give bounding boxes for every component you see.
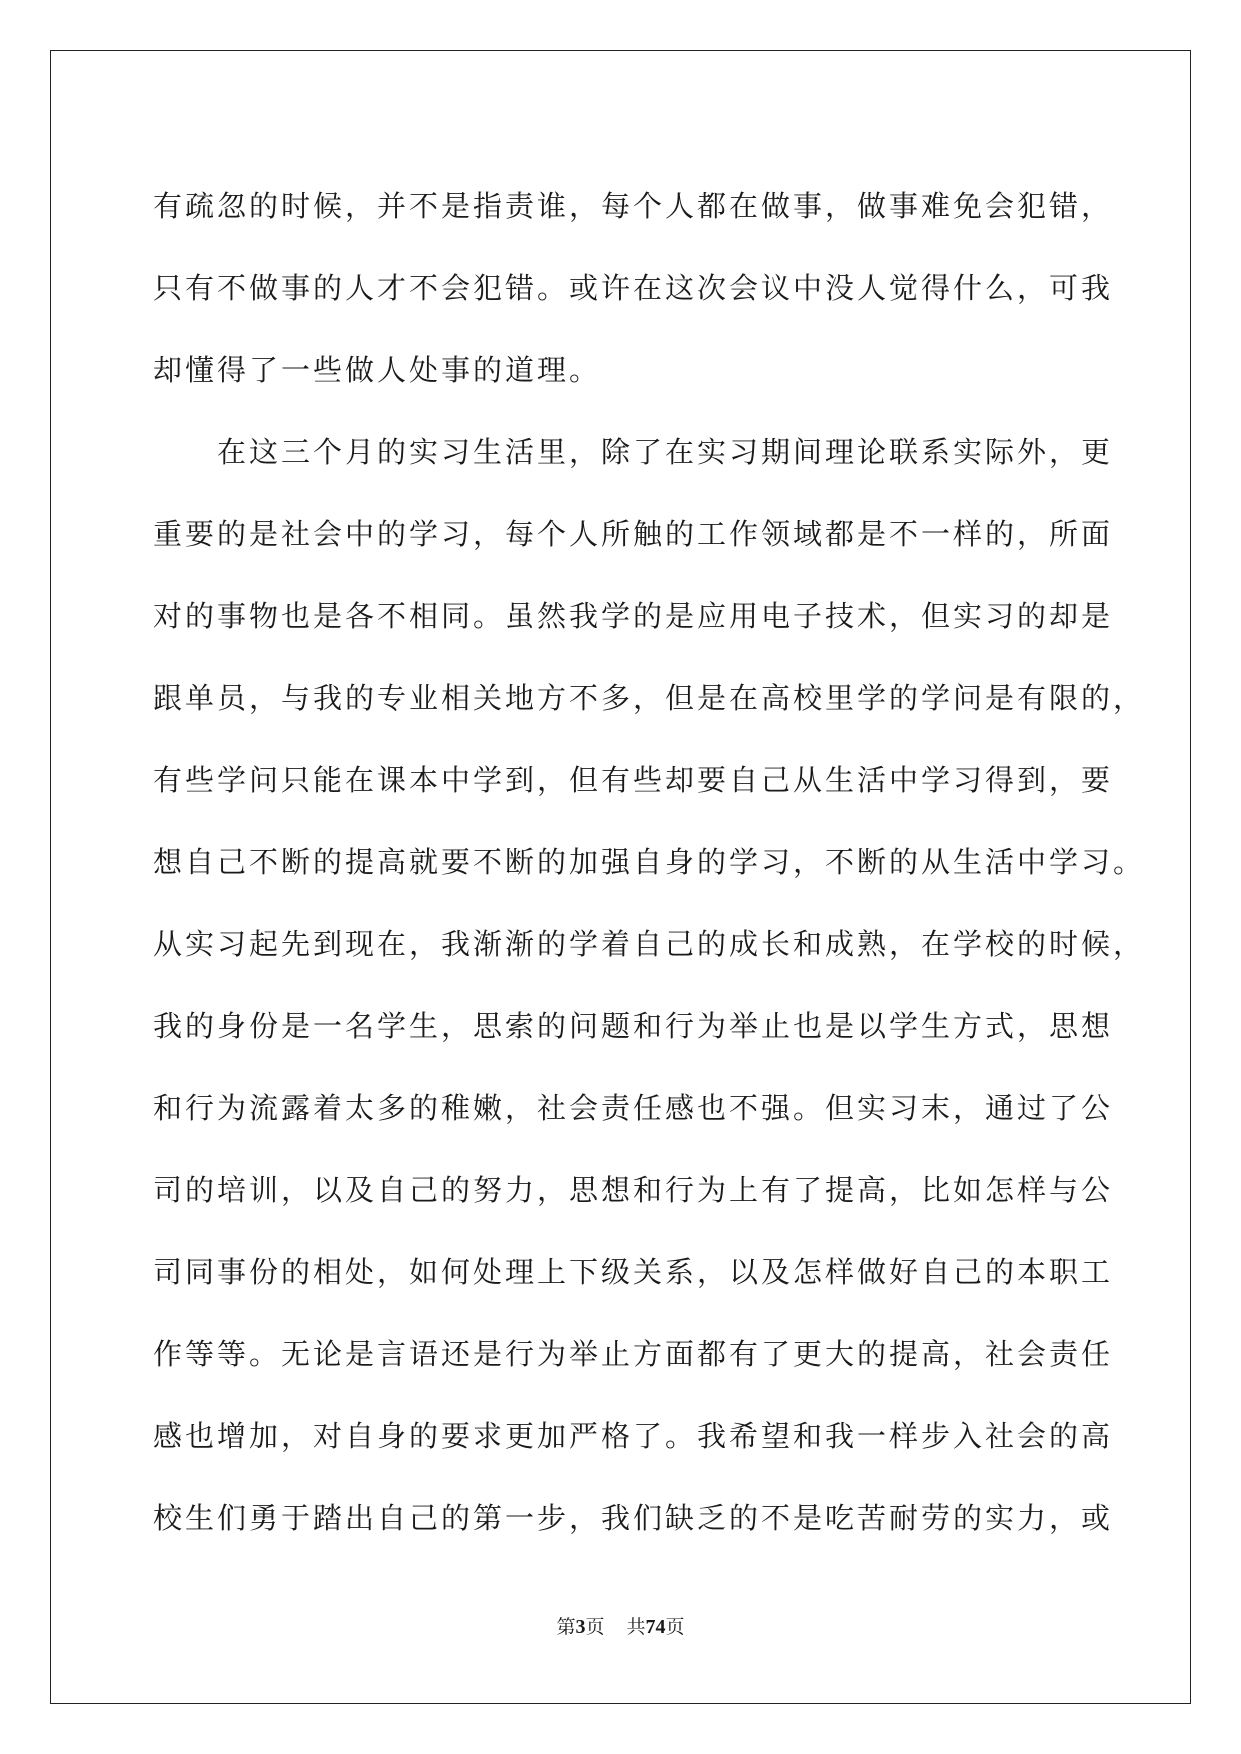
text-line: 有些学问只能在课本中学到，但有些却要自己从生活中学习得到，要: [153, 763, 1114, 797]
total-pages: 74: [645, 1616, 666, 1638]
text-line: 对的事物也是各不相同。虽然我学的是应用电子技术，但实习的却是: [153, 599, 1114, 633]
page-footer: [0, 1612, 1241, 1639]
text-line: 从实习起先到现在，我渐渐的学着自己的成长和成熟，在学校的时候，: [153, 927, 1146, 961]
total-pages-label: 共74页: [626, 1616, 685, 1638]
text-line: 作等等。无论是言语还是行为举止方面都有了更大的提高，社会责任: [153, 1337, 1114, 1371]
text-line: 我的身份是一名学生，思索的问题和行为举止也是以学生方式，思想: [153, 1009, 1114, 1043]
text-line: 和行为流露着太多的稚嫩，社会责任感也不强。但实习末，通过了公: [153, 1091, 1114, 1125]
text-line: 司同事份的相处，如何处理上下级关系，以及怎样做好自己的本职工: [153, 1255, 1114, 1289]
text-line: 跟单员，与我的专业相关地方不多，但是在高校里学的学问是有限的，: [153, 681, 1146, 715]
page-number: 3: [575, 1616, 586, 1638]
text-line: 司的培训，以及自己的努力，思想和行为上有了提高，比如怎样与公: [153, 1173, 1114, 1207]
text-line: 重要的是社会中的学习，每个人所触的工作领域都是不一样的，所面: [153, 517, 1114, 551]
page-label: 第3页: [556, 1616, 605, 1638]
document-body: [153, 165, 1146, 1559]
text-line: 感也增加，对自身的要求更加严格了。我希望和我一样步入社会的高: [153, 1419, 1114, 1453]
text-line: 只有不做事的人才不会犯错。或许在这次会议中没人觉得什么，可我: [153, 271, 1114, 305]
text-line: 想自己不断的提高就要不断的加强自身的学习，不断的从生活中学习。: [153, 845, 1146, 879]
text-line: 校生们勇于踏出自己的第一步，我们缺乏的不是吃苦耐劳的实力，或: [153, 1501, 1114, 1535]
text-line: 却懂得了一些做人处事的道理。: [153, 353, 602, 387]
paragraph-start-line: 在这三个月的实习生活里，除了在实习期间理论联系实际外，更: [217, 435, 1114, 469]
text-line: 有疏忽的时候，并不是指责谁，每个人都在做事，做事难免会犯错，: [153, 189, 1114, 223]
